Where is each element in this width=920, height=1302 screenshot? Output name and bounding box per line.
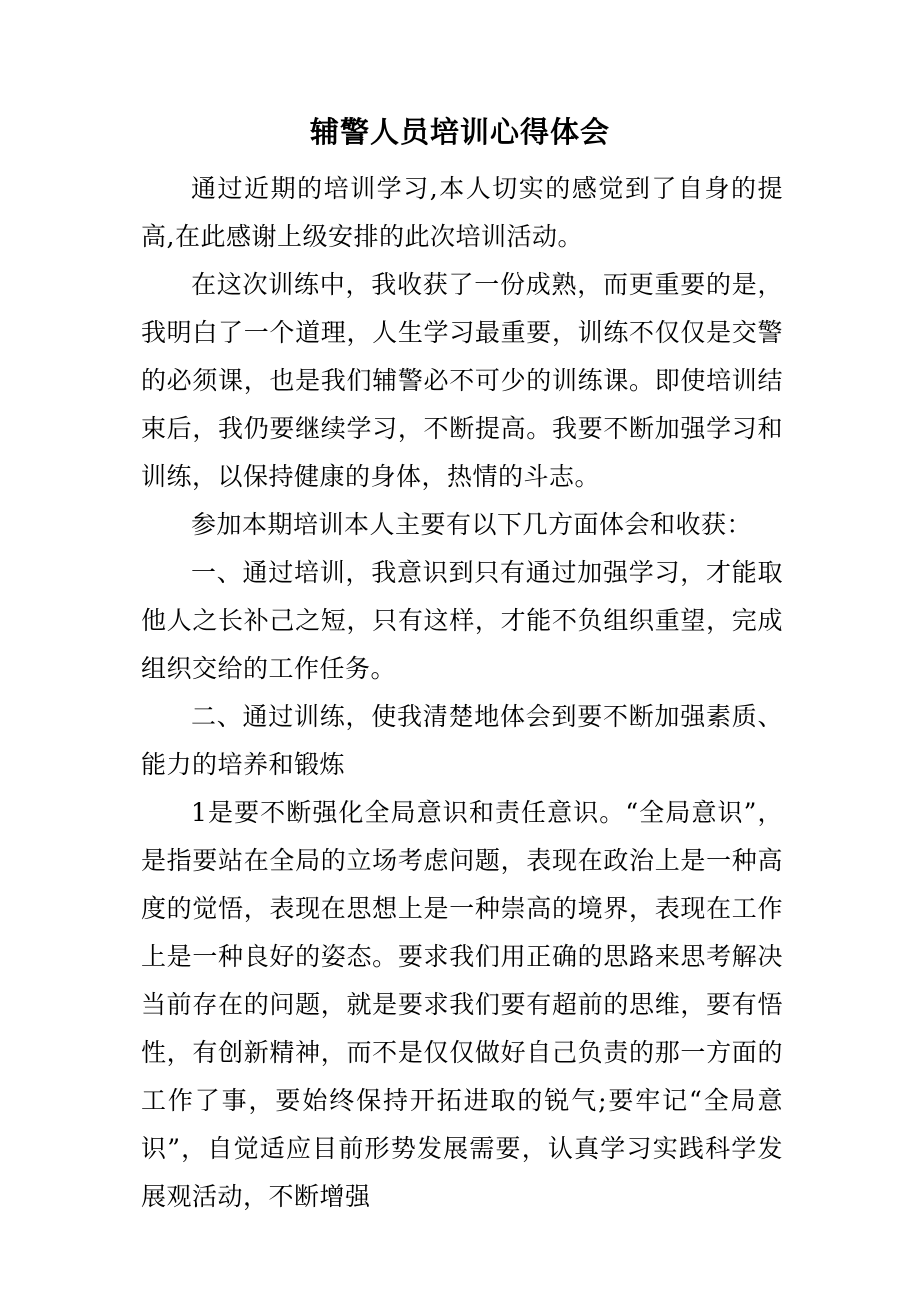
paragraph-5: 二、通过训练，使我清楚地体会到要不断加强素质、能力的培养和锻炼	[141, 702, 783, 779]
paragraph-6: 1是要不断强化全局意识和责任意识。“全局意识”，是指要站在全局的立场考虑问题，表现在政治上是一种高度的觉悟，表现在思想上是一种崇高的境界，表现在工作上是一种良好的姿态。要求我们用正确的思路来思考解决当前存在的问题，就是要求我们要有超前的思维，要有悟性，有创新精神，而不是仅仅做好自己负责的那一方面的工作了事，要始终保持开拓进取的锐气;要牢记“全局意识”，自觉适应目前形势发展需要，认真学习实践科学发展观活动，不断增强	[141, 798, 783, 1211]
paragraph-3: 参加本期培训本人主要有以下几方面体会和收获：	[191, 510, 753, 539]
paragraph-4: 一、通过培训，我意识到只有通过加强学习，才能取他人之长补己之短，只有这样，才能不负组织重望，完成组织交给的工作任务。	[141, 558, 783, 683]
paragraph-1: 通过近期的培训学习,本人切实的感觉到了自身的提高,在此感谢上级安排的此次培训活动。	[141, 174, 783, 251]
document-title: 辅警人员培训心得体会	[309, 115, 610, 149]
paragraph-2: 在这次训练中，我收获了一份成熟，而更重要的是，我明白了一个道理，人生学习最重要，训练不仅仅是交警的必须课，也是我们辅警必不可少的训练课。即使培训结束后，我仍要继续学习，不断提高。我要不断加强学习和训练，以保持健康的身体，热情的斗志。	[141, 270, 783, 491]
document-body	[141, 165, 783, 1221]
